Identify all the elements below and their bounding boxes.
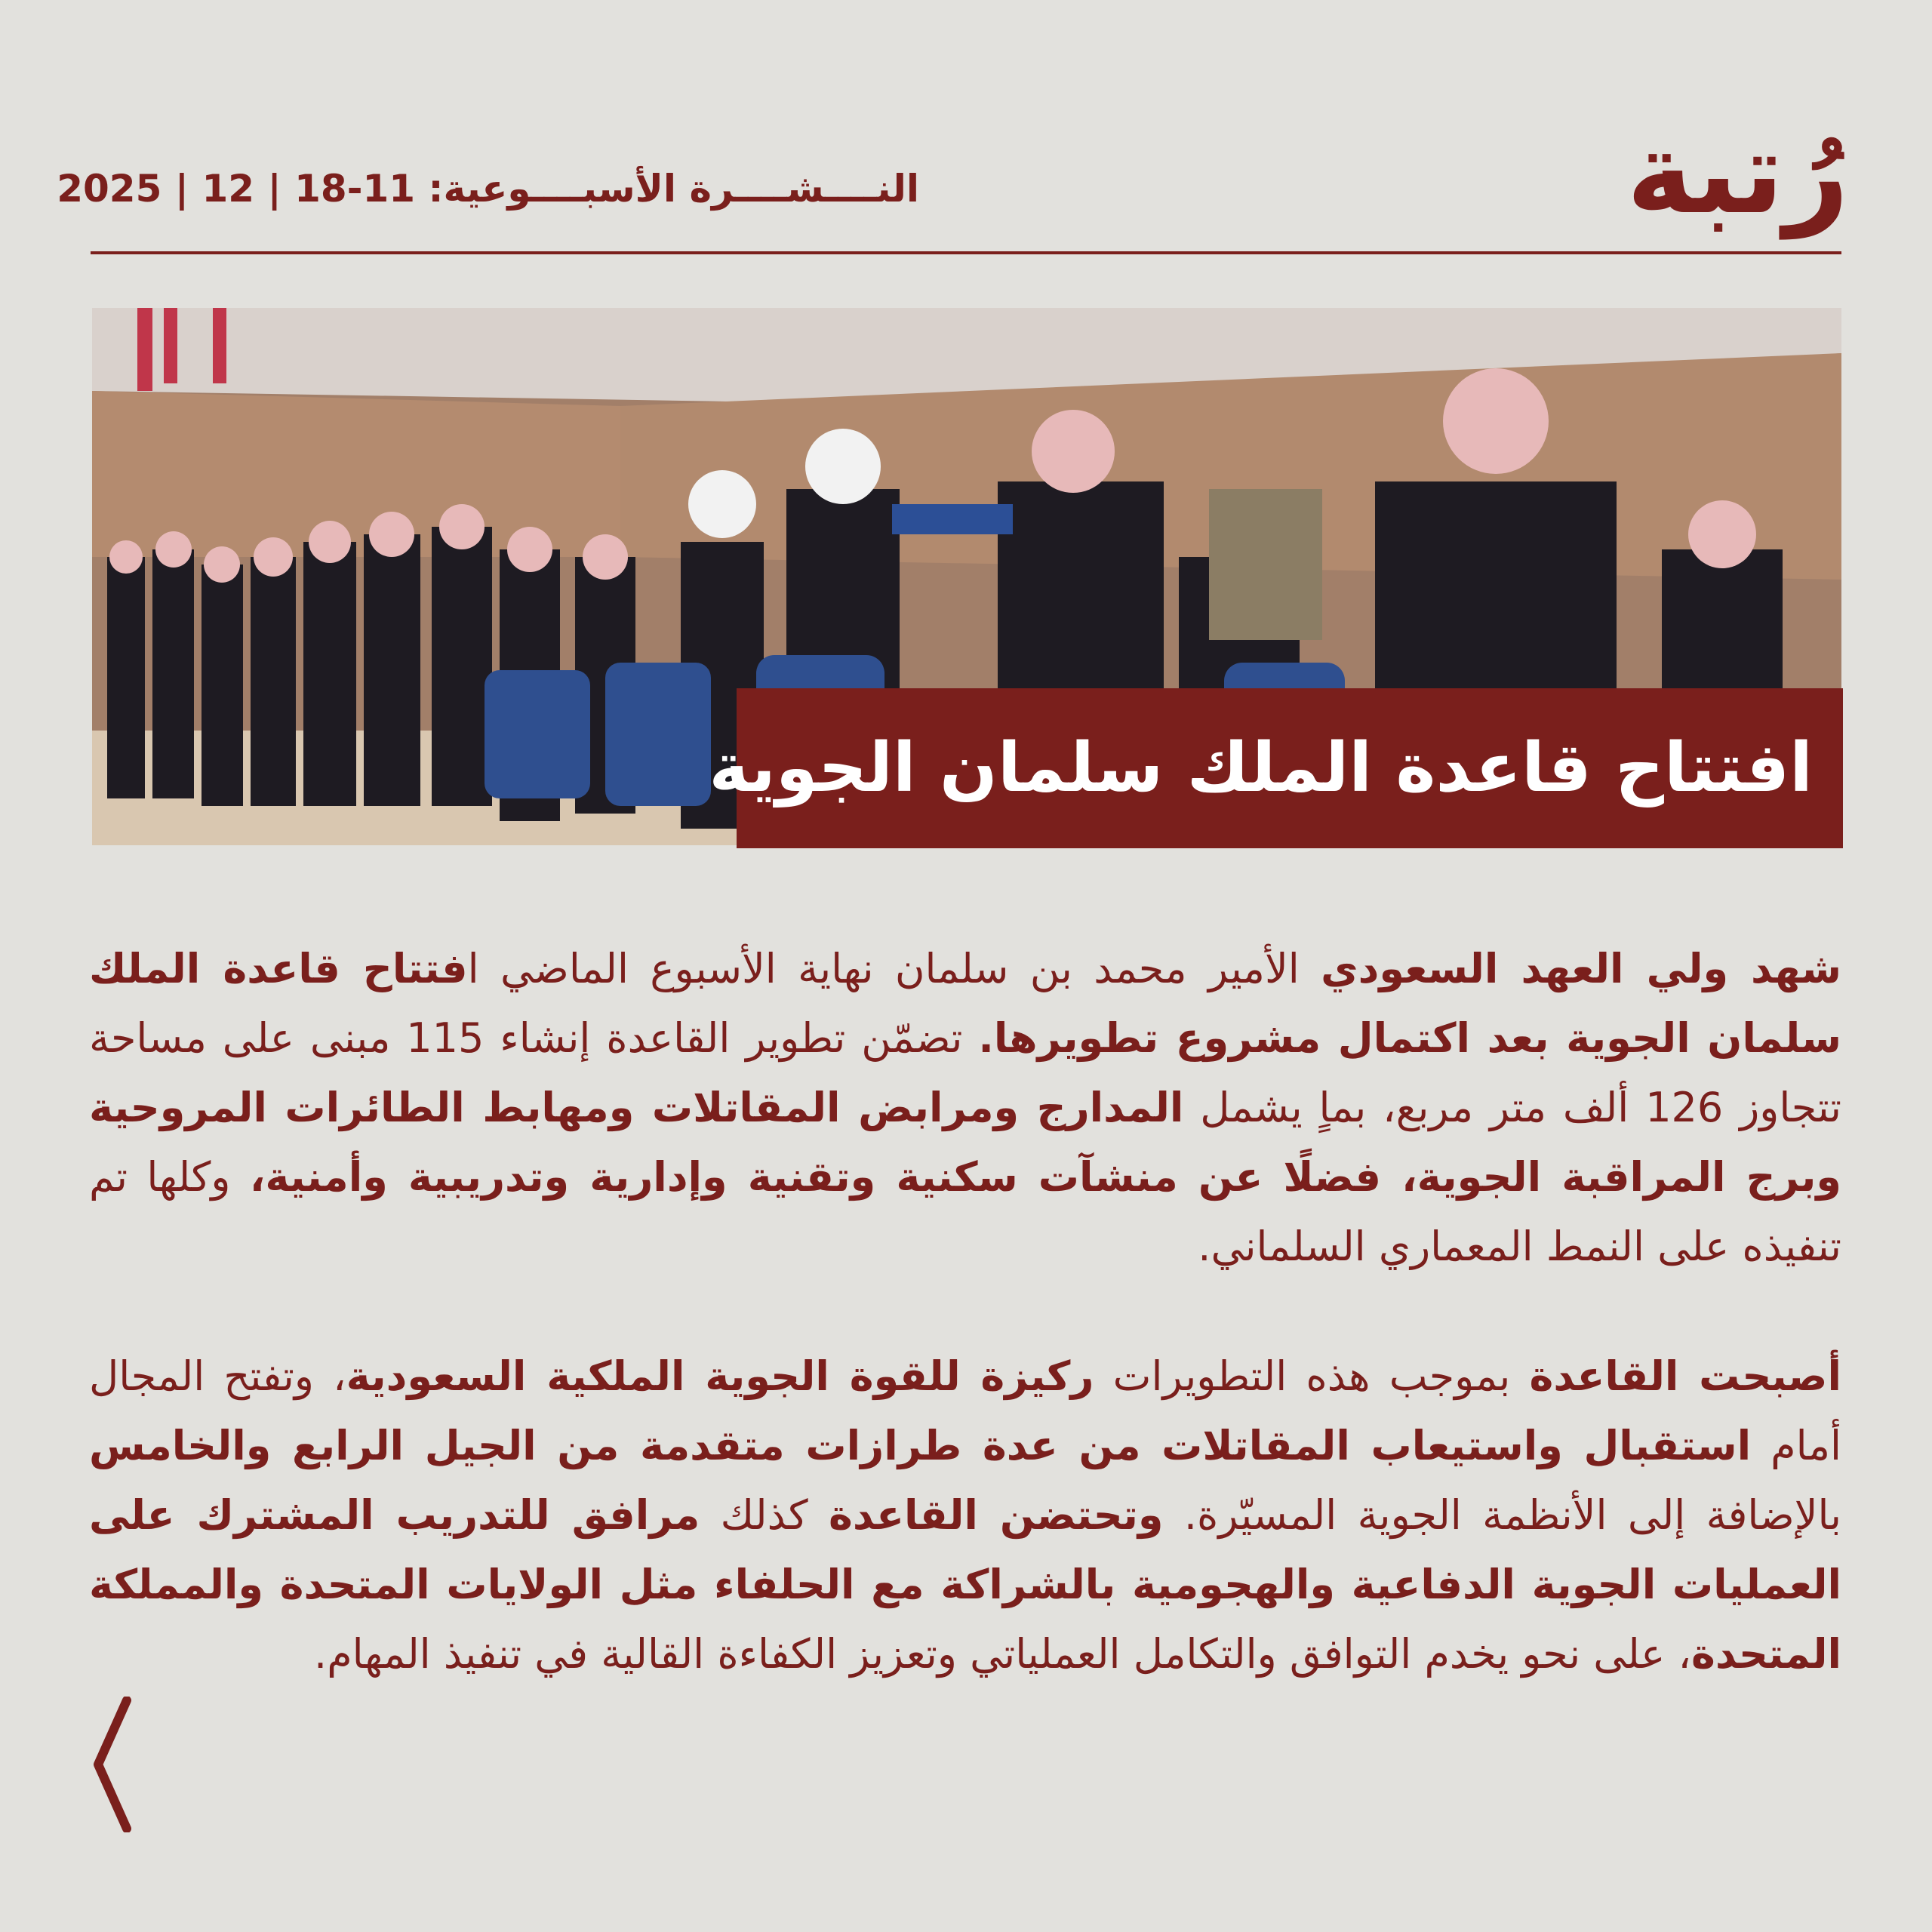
header-divider	[91, 251, 1841, 254]
hero-title-banner: افتتاح قاعدة الملك سلمان الجوية	[737, 688, 1843, 848]
corner-bracket-icon	[89, 1697, 134, 1832]
p2-run: كذلك	[700, 1491, 829, 1539]
article-paragraph-2	[89, 1342, 1841, 1689]
p1-run: الأمير محمد بن سلمان نهاية الأسبوع الماضي ا	[467, 945, 1321, 992]
p1-run: تضمّن تطوير القاعدة إنشاء 115 مبنى على مساحة تتجاوز 126 ألف متر مربع، بماٍ يشمل	[89, 1014, 1841, 1131]
p2-run: وتحتضن القاعدة	[829, 1491, 1164, 1539]
p1-run: فتتاح قاعدة الملك سلمان الجوية بعد اكتمال مشروع تطويرها.	[89, 945, 1841, 1062]
p2-run: ، وتفتح المجال أمام	[89, 1352, 1841, 1469]
p1-run: شهد ولي العهد السعودي	[1321, 945, 1841, 992]
issue-label: النــــشــــرة الأسبــــوعية: 11-18 | 12 | 2025	[57, 167, 919, 211]
p1-run: وكلها تم تنفيذه على النمط المعماري السلماني.	[89, 1153, 1841, 1270]
p2-run: ركيزة للقوة الجوية الملكية السعودية	[346, 1352, 1094, 1400]
p2-run: بموجب هذه التطويرات	[1094, 1352, 1530, 1400]
p2-run: بالإضافة إلى الأنظمة الجوية المسيّرة.	[1163, 1491, 1841, 1539]
p2-run: مرافق للتدريب المشترك على العمليات الجوية الدفاعية والهجومية بالشراكة مع الحلفاء مثل الولايات المتحدة والمملكة المتحدة	[89, 1491, 1841, 1678]
article-paragraph-1	[89, 934, 1841, 1281]
p2-run: ، على نحو يخدم التوافق والتكامل العملياتي وتعزيز الكفاءة القالية في تنفيذ المهام.	[314, 1630, 1691, 1678]
p2-run: استقبال واستيعاب المقاتلات من عدة طرازات متقدمة من الجيل الرابع والخامس	[89, 1422, 1752, 1469]
brand-logo: رُتبة	[1626, 108, 1849, 239]
p2-run: أصبحت القاعدة	[1529, 1352, 1841, 1400]
p1-run: المدارج ومرابض المقاتلات ومهابط الطائرات المروحية وبرج المراقبة الجوية، فضلًا عن منشآت سكنية وتقنية وإدارية وتدريبية وأمنية،	[89, 1084, 1841, 1201]
